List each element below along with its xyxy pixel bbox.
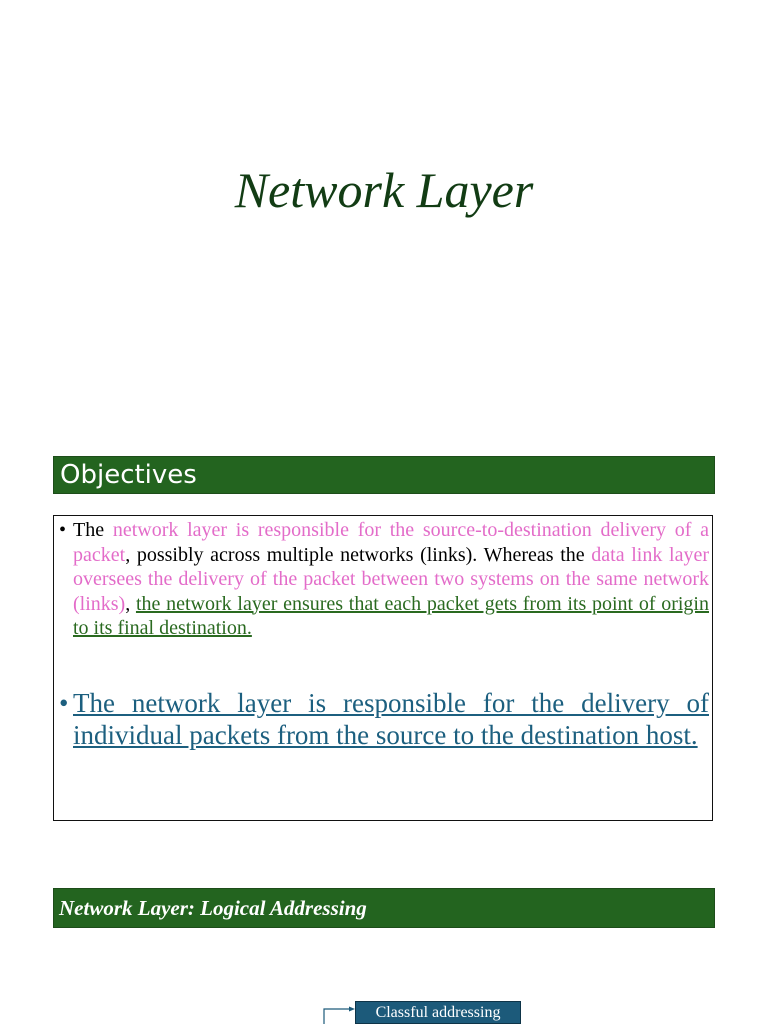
diagram-connector-arrow — [318, 1005, 358, 1024]
objectives-box — [53, 515, 713, 821]
objectives-header — [53, 456, 715, 494]
bullet-1-span-1: The — [73, 519, 113, 541]
slide-title: Network Layer — [234, 162, 534, 218]
bullet-1-text — [73, 518, 709, 641]
objective-bullet-1 — [59, 518, 709, 641]
objectives-header-text: Objectives — [60, 460, 197, 490]
bullet-dot: • — [59, 519, 67, 541]
bullet-1-highlight-network: network layer is responsible for the source-to-destination delivery of a packet — [73, 519, 709, 566]
logical-addressing-header — [53, 888, 715, 928]
bullet-1-underlined: the network layer ensures that each packet gets from its point of origin to its final destination. — [73, 592, 709, 639]
bullet-dot: • — [59, 688, 69, 718]
bullet-1-span-5: , — [125, 592, 136, 615]
bullet-2-text: The network layer is responsible for the delivery of individual packets from the source to the destination host. — [73, 688, 709, 750]
bullet-1-span-3: , possibly across multiple networks (links). Whereas the — [125, 543, 592, 566]
logical-addressing-header-text: Network Layer: Logical Addressing — [59, 896, 367, 920]
classful-addressing-node: Classful addressing — [355, 1001, 521, 1024]
bullet-1-highlight-datalink: data link layer oversees the delivery of the packet between two systems on the same network (links) — [73, 543, 709, 615]
objective-bullet-2 — [59, 687, 709, 751]
